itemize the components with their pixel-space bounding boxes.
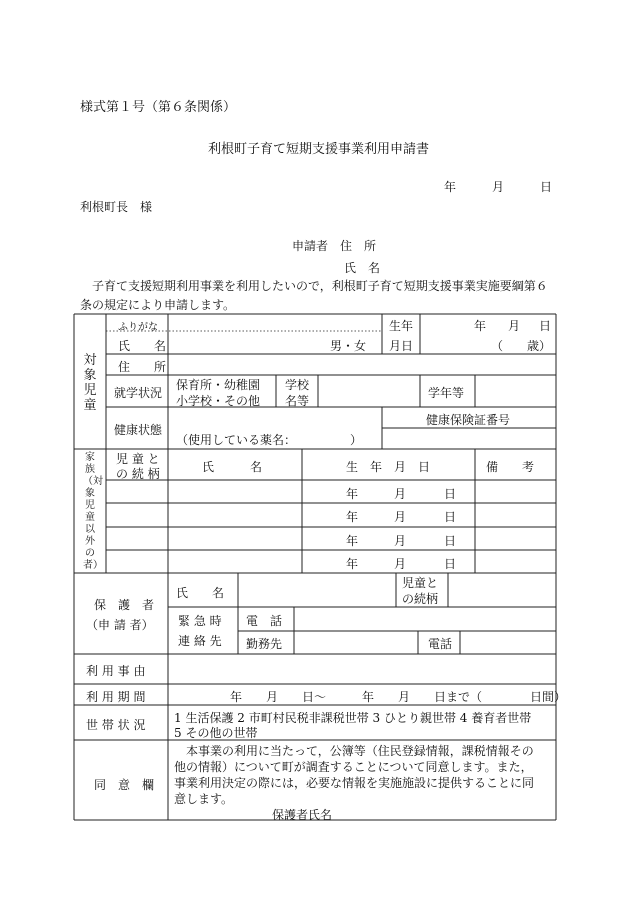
medicine-label: （使用している薬名： ）	[176, 433, 363, 447]
family-row-year: 年	[346, 557, 359, 571]
family-row-year: 年	[346, 510, 359, 524]
workplace-label: 勤務先	[246, 637, 283, 651]
consent-text-line-2: 他の情報）について町が調査することについて同意します。また，	[174, 760, 533, 774]
emergency-contact-label-2: 連 絡 先	[178, 634, 222, 648]
school-name-label-2: 名等	[285, 394, 310, 408]
intro-text-line-1: 子育て支援短期利用事業を利用したいので，利根町子育て短期支援事業実施要綱第６	[92, 279, 548, 293]
date-day-label: 日	[540, 180, 553, 194]
household-status-label: 世 帯 状 況	[86, 718, 146, 732]
family-relation-header-1: 児 童 と	[116, 452, 160, 466]
form-number: 様式第１号（第６条関係）	[80, 100, 237, 115]
intro-text-line-2: 条の規定により申請します。	[80, 298, 236, 312]
family-relation-header-2: の 続 柄	[116, 467, 160, 481]
applicant-name-label: 氏 名	[344, 261, 381, 275]
birth-label-2: 月日	[389, 339, 414, 353]
family-row-month: 月	[394, 510, 407, 524]
family-row-month: 月	[394, 557, 407, 571]
family-section-label: 家族（対象児童以外の者）	[83, 452, 103, 571]
usage-reason-label: 利 用 事 由	[86, 664, 146, 678]
family-notes-header: 備 考	[486, 460, 535, 474]
grade-label: 学年等	[428, 386, 465, 400]
school-type-1: 保育所・幼稚園	[176, 378, 261, 392]
guardian-label-1: 保 護 者	[94, 598, 155, 612]
date-year-label: 年	[444, 180, 457, 194]
birth-label-1: 生年	[389, 319, 414, 333]
family-row-year: 年	[346, 487, 359, 501]
usage-period-text: 年 月 日～ 年 月 日まで（ 日間）	[230, 690, 567, 704]
family-row-day: 日	[444, 510, 457, 524]
child-age-label: （ 歳）	[491, 339, 552, 353]
household-options-line-1: 1 生活保護 2 市町村民税非課税世帯 3 ひとり親世帯 4 養育者世帯	[174, 711, 532, 725]
insurance-number-label: 健康保険証番号	[426, 413, 511, 427]
date-month-label: 月	[492, 180, 505, 194]
child-name-label: 氏 名	[118, 339, 167, 353]
family-dob-header: 生 年 月 日	[346, 460, 431, 474]
applicant-address-label: 申請者 住 所	[292, 239, 377, 253]
family-row-day: 日	[444, 487, 457, 501]
workplace-phone-label: 電話	[428, 637, 453, 651]
child-address-label: 住 所	[118, 360, 167, 374]
guardian-label-2: （申 請 者）	[86, 618, 154, 632]
school-status-label: 就学状況	[114, 386, 163, 400]
consent-text-line-1: 本事業の利用に当たって，公簿等（住民登録情報，課税情報その	[186, 744, 534, 758]
guardian-signature-label: 保護者氏名	[272, 808, 333, 822]
furigana-label: ふりがな	[118, 322, 158, 333]
emergency-contact-label-1: 緊 急 時	[178, 614, 222, 628]
family-row-month: 月	[394, 487, 407, 501]
household-options-line-2: 5 その他の世帯	[174, 726, 258, 740]
family-name-header: 氏 名	[202, 460, 263, 474]
child-section-label: 対象児童	[83, 353, 97, 413]
birth-year-label: 年	[474, 319, 487, 333]
guardian-relation-label-2: の続柄	[402, 592, 439, 606]
family-row-year: 年	[346, 534, 359, 548]
consent-text-line-4: 意します。	[174, 792, 234, 806]
document-title: 利根町子育て短期支援事業利用申請書	[208, 142, 430, 157]
consent-label: 同 意 欄	[94, 778, 155, 792]
guardian-name-label: 氏 名	[176, 586, 225, 600]
health-label: 健康状態	[114, 423, 163, 437]
school-name-label-1: 学校	[285, 378, 310, 392]
school-type-2: 小学校・その他	[176, 394, 261, 408]
birth-month-label: 月	[508, 319, 521, 333]
usage-period-label: 利 用 期 間	[86, 690, 146, 704]
addressee: 利根町長 様	[80, 200, 153, 214]
birth-day-label: 日	[539, 319, 552, 333]
family-row-day: 日	[444, 534, 457, 548]
guardian-phone-label: 電 話	[246, 614, 283, 628]
child-gender-options: 男・女	[330, 339, 367, 353]
family-row-day: 日	[444, 557, 457, 571]
guardian-relation-label-1: 児童と	[402, 576, 439, 590]
consent-text-line-3: 事業利用決定の際には，必要な情報を実施施設に提供することに同	[174, 776, 535, 790]
family-row-month: 月	[394, 534, 407, 548]
